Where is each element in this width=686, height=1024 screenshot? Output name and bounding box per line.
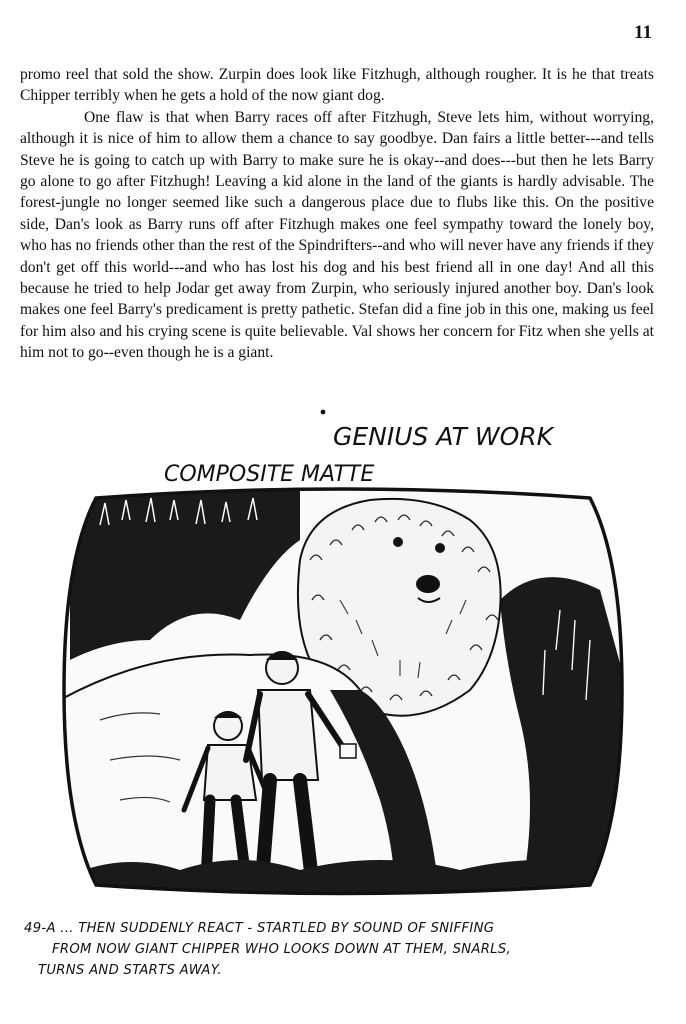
note-dot — [321, 410, 326, 415]
storyboard-illustration — [0, 390, 686, 990]
caption-line-2: FROM NOW GIANT CHIPPER WHO LOOKS DOWN AT THEM, SNARLS, — [52, 942, 511, 957]
caption-line-3: TURNS AND STARTS AWAY. — [38, 963, 222, 978]
dog-nose — [416, 575, 440, 593]
composite-matte-note: COMPOSITE MATTE — [164, 462, 375, 487]
dog-eye-right — [435, 543, 445, 553]
genius-at-work-note: GENIUS AT WORK — [333, 422, 554, 451]
article-body — [20, 64, 654, 364]
paragraph-2: One flaw is that when Barry races off after Fitzhugh, Steve lets him, without worrying, although it is nice of him to allow them a chance to say goodbye. Dan fairs a little better---and tells Steve he is going to catch up with Barry to make sure he is okay--and does---but then he lets Barry go alone to go after Fitzhugh! Leaving a kid alone in the land of the giants is hardly advisable. The forest-jungle no longer seemed like such a dangerous place due to flubs like this. On the positive side, Dan's look as Barry runs off after Fitzhugh makes one feel sympathy toward the lonely boy, who has no friends other than the rest of the Spindrifters--and who will never have any friends if they don't get off this world---and who has lost his dog and his best friend all in one day! And all this because he tried to help Jodar get away from Zurpin, who seriously injured another boy. Dan's look makes one feel Barry's predicament is pretty pathetic. Stefan did a fine job in this one, making us feel for him also and his crying scene is quite believable. Val shows her concern for Fitz when she yells at him not to go--even though he is a giant. — [20, 108, 654, 362]
scene-drawing — [60, 480, 630, 900]
page-number: 11 — [634, 22, 652, 43]
storyboard-caption — [24, 918, 664, 981]
dog-eye-left — [393, 537, 403, 547]
paragraph-1: promo reel that sold the show. Zurpin does look like Fitzhugh, although rougher. It is he that treats Chipper terribly when he gets a hold of the now giant dog. — [20, 66, 654, 105]
caption-line-1: 49-A ... THEN SUDDENLY REACT - STARTLED BY SOUND OF SNIFFING — [24, 921, 495, 936]
